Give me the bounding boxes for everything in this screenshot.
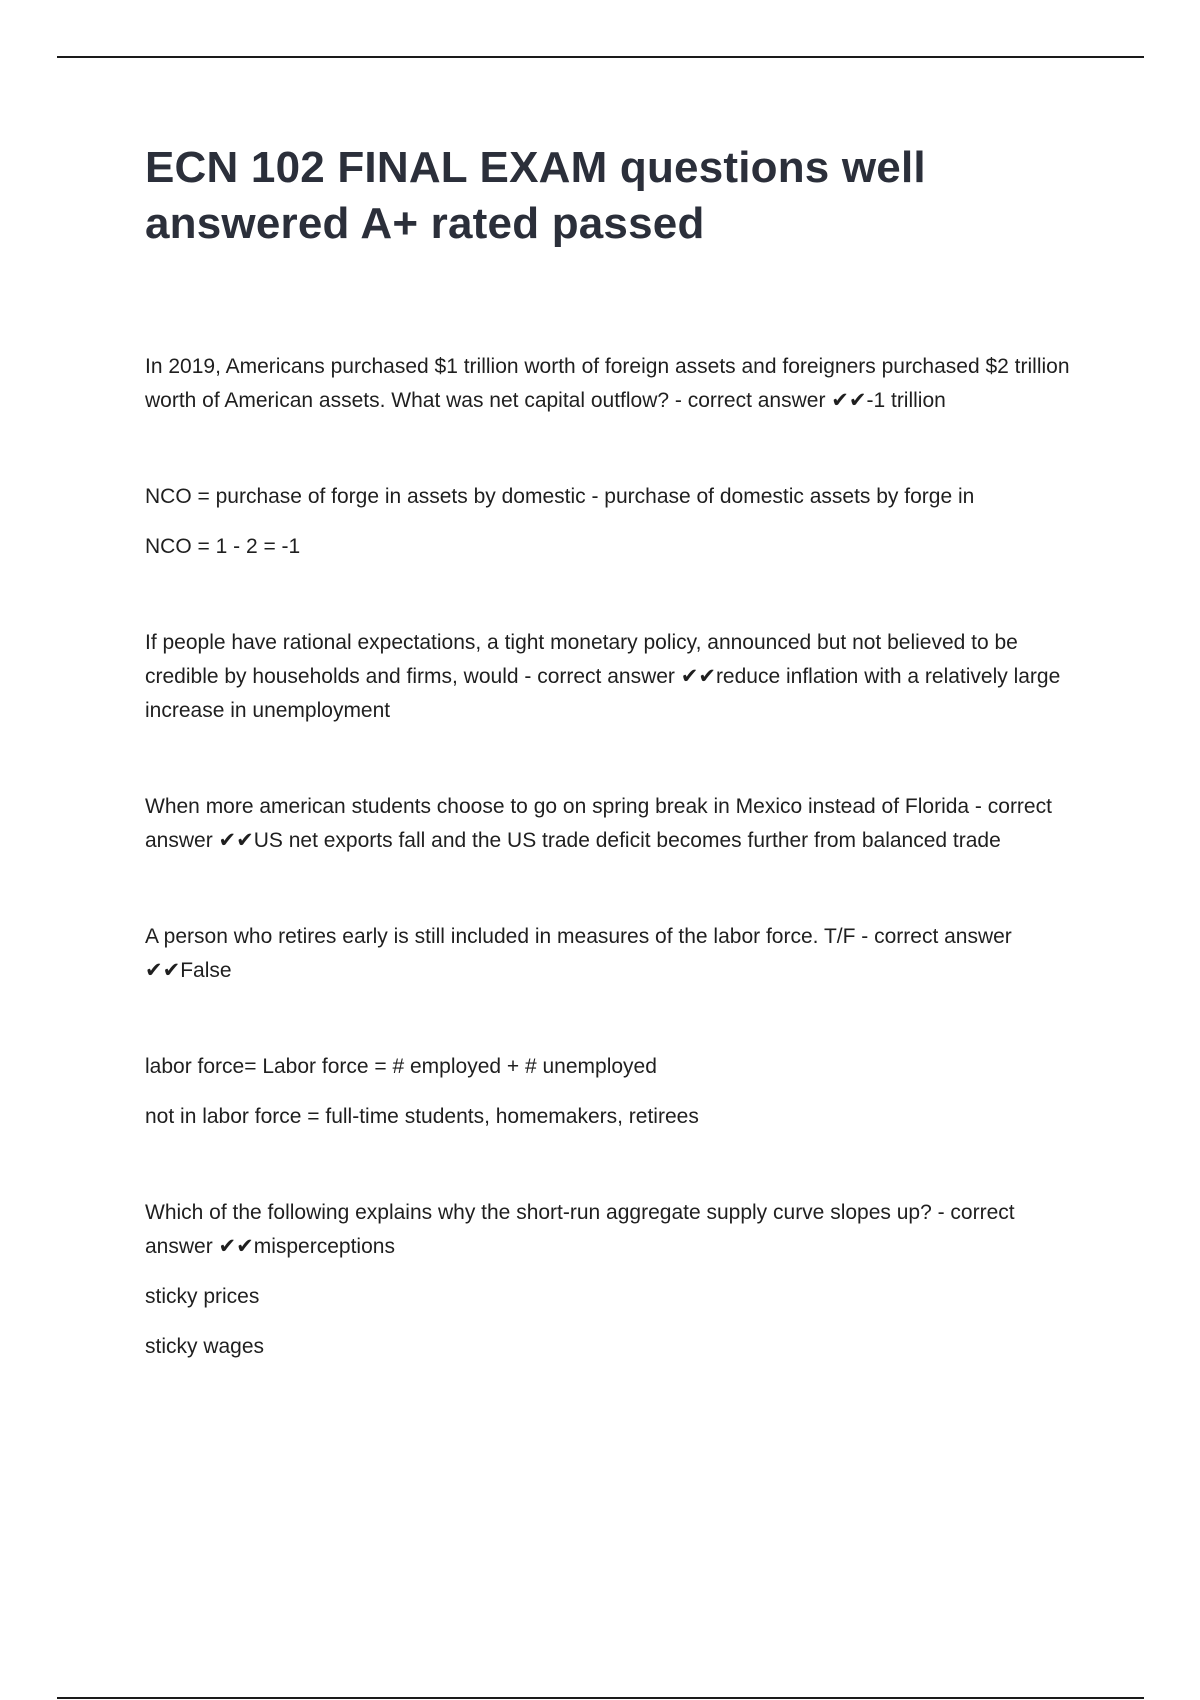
qa-block-net-capital-outflow <box>145 350 1085 418</box>
question-text: When more american students choose to go on spring break in Mexico instead of Florida - correct answer ✔✔US net exports fall and the US trade deficit becomes further from balanced trade <box>145 795 1052 852</box>
document-title: ECN 102 FINAL EXAM questions well answered A+ rated passed <box>145 143 926 248</box>
qa-block-rational-expectations <box>145 626 1085 728</box>
explanation-text: NCO = purchase of forge in assets by domestic - purchase of domestic assets by forge in <box>145 485 975 508</box>
answer-item: sticky wages <box>145 1335 265 1358</box>
answer-item: sticky prices <box>145 1285 260 1308</box>
question-text: If people have rational expectations, a tight monetary policy, announced but not believed to be credible by households and firms, would - correct answer ✔✔reduce inflation with a relatively large increase in unemployment <box>145 631 1061 722</box>
qa-block-spring-break <box>145 790 1085 858</box>
document-body <box>145 140 1085 1426</box>
top-divider <box>57 56 1144 58</box>
question-text: In 2019, Americans purchased $1 trillion worth of foreign assets and foreigners purchased $2 trillion worth of American assets. What was net capital outflow? - correct answer ✔✔-1 trillion <box>145 355 1070 412</box>
qa-block-early-retirement <box>145 920 1085 988</box>
explanation-text: NCO = 1 - 2 = -1 <box>145 535 301 558</box>
explanation-text: labor force= Labor force = # employed + # unemployed <box>145 1055 657 1078</box>
explanation-text: not in labor force = full-time students, homemakers, retirees <box>145 1105 699 1128</box>
question-text: Which of the following explains why the short-run aggregate supply curve slopes up? - correct answer ✔✔misperceptions <box>145 1201 1015 1258</box>
question-text: A person who retires early is still included in measures of the labor force. T/F - correct answer ✔✔False <box>145 925 1012 982</box>
qa-block-nco-formula <box>145 480 1085 564</box>
qa-block-sras-slope <box>145 1196 1085 1364</box>
bottom-divider <box>57 1697 1144 1699</box>
qa-list <box>145 350 1085 1364</box>
qa-block-labor-force <box>145 1050 1085 1134</box>
